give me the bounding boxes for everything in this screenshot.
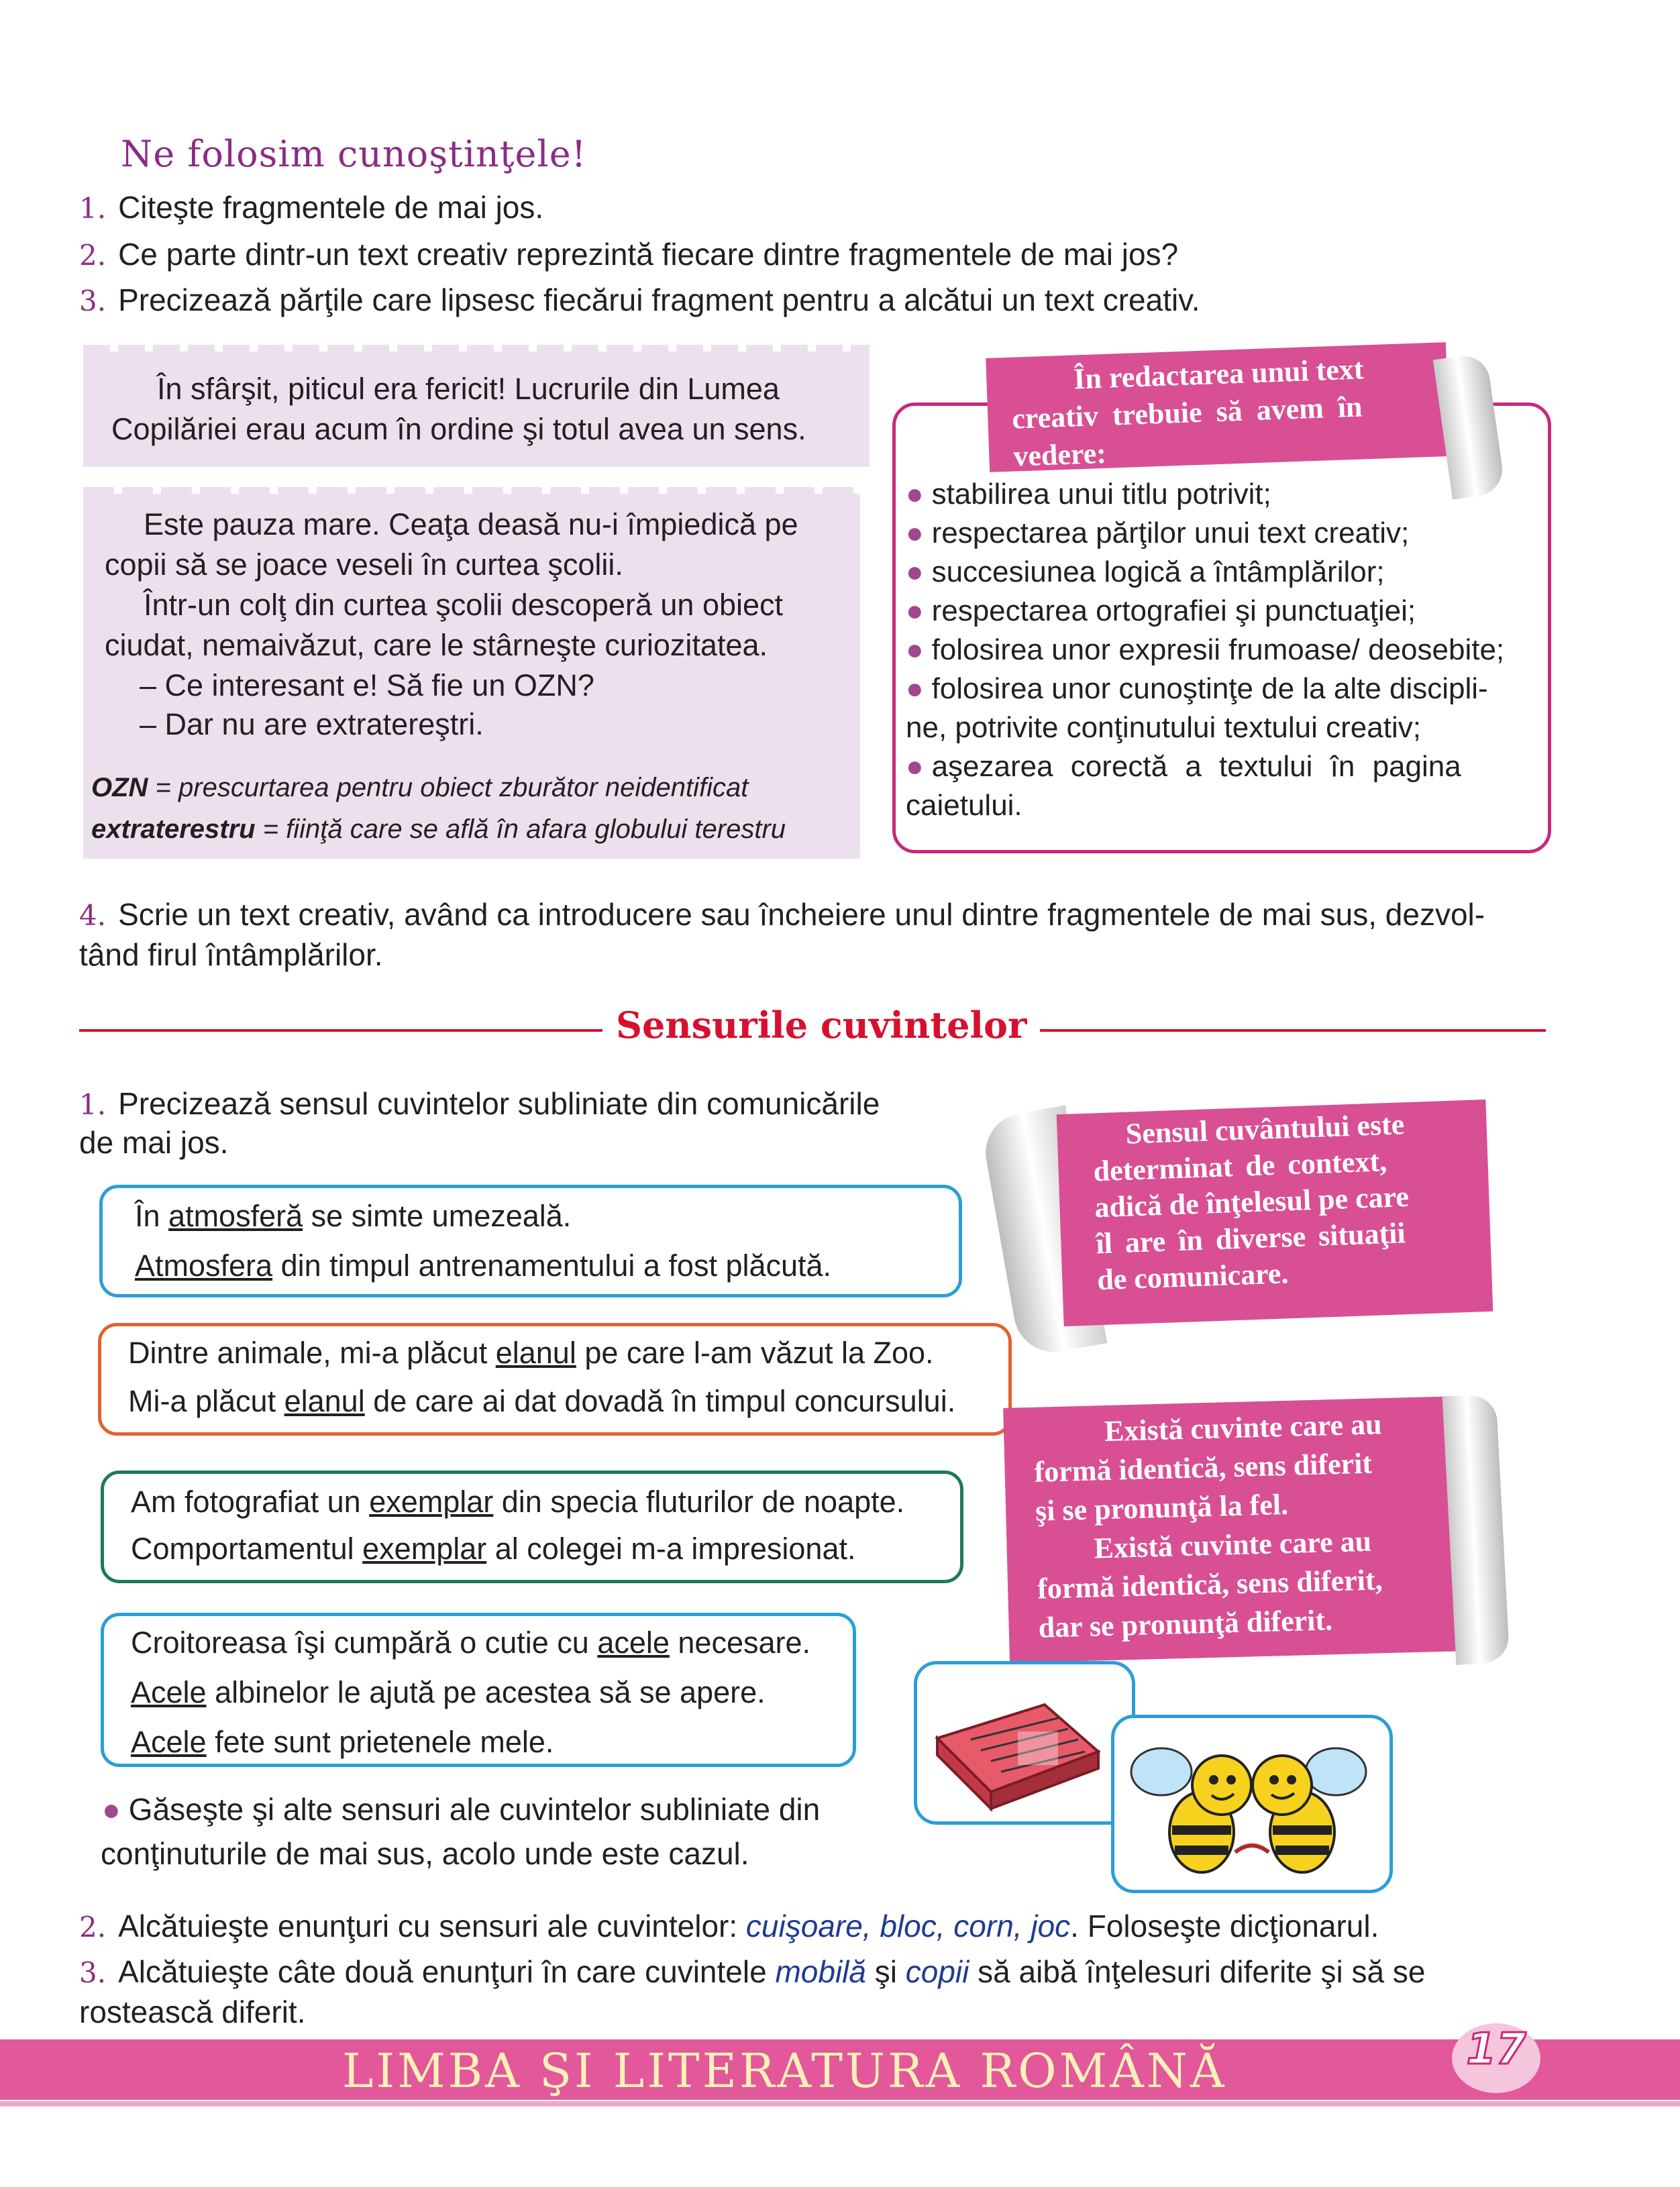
- task-number: 4.: [79, 899, 107, 932]
- bullet-icon: ●: [906, 478, 924, 511]
- underlined-word: Acele: [131, 1725, 207, 1759]
- underlined-word: exemplar: [362, 1532, 487, 1566]
- note-line: formă identică, sens diferit,: [1037, 1563, 1383, 1605]
- fragment-1-box: [83, 349, 870, 467]
- tip-item: ● stabilirea unui titlu potrivit;: [906, 478, 1271, 511]
- needle-box-image: [914, 1661, 1135, 1825]
- tip-item: ● succesiunea logică a întâmplărilor;: [906, 555, 1385, 588]
- note-line: şi se pronunţă la fel.: [1035, 1487, 1289, 1528]
- underlined-word: atmosferă: [168, 1199, 303, 1233]
- task-s2-3-line-2: rostească diferit.: [79, 1994, 306, 2029]
- tips-heading-line: creativ trebuie să avem în: [1011, 390, 1363, 435]
- example-sentence: Mi-a plăcut elanul de care ai dat dovadă în timpul concursului.: [128, 1384, 956, 1418]
- bees-image: [1111, 1715, 1393, 1893]
- needle-box-icon: [917, 1664, 1132, 1821]
- underlined-word: Acele: [131, 1675, 207, 1709]
- note-line: determinat de context,: [1092, 1144, 1387, 1188]
- glossary-extraterestru: [91, 809, 786, 849]
- tips-heading-line: vedere:: [1012, 436, 1107, 473]
- bullet-icon: ●: [906, 750, 924, 783]
- section-title-sensuri: Sensurile cuvintelor: [602, 1004, 1040, 1047]
- bullet-icon: ●: [906, 517, 924, 549]
- task-text: Citeşte fragmentele de mai jos.: [118, 190, 544, 225]
- underlined-word: elanul: [284, 1384, 365, 1418]
- note-omonime-box: [1003, 1396, 1466, 1663]
- underlined-word: Atmosfera: [135, 1248, 273, 1283]
- tip-item: ● folosirea unor cunoştinţe de la alte discipli-: [906, 672, 1488, 705]
- task-text: Precizează sensul cuvintelor subliniate din comunicările: [118, 1086, 880, 1121]
- task-text: Precizează părţile care lipsesc fiecărui fragment pentru a alcătui un text creativ.: [118, 282, 1200, 317]
- highlight-word: copii: [905, 1954, 969, 1989]
- highlight-words: cuişoare, bloc, corn, joc: [745, 1909, 1071, 1943]
- task-s2-1-line-2: de mai jos.: [79, 1125, 229, 1160]
- tip-item: ● respectarea ortografiei şi punctuaţiei;: [906, 594, 1416, 627]
- bullet-icon: ●: [906, 594, 924, 627]
- tip-item-continued: ne, potrivite conţinutului textului creativ;: [906, 711, 1421, 744]
- tips-heading-line: În redactarea unui text: [1073, 352, 1365, 396]
- footer-subject: LIMBA ŞI LITERATURA ROMÂNĂ: [342, 2043, 1227, 2098]
- tip-item-continued: caietului.: [906, 789, 1022, 822]
- task-s2-1: [79, 1084, 880, 1124]
- torn-edge: [83, 345, 870, 352]
- note-line: Există cuvinte care au: [1104, 1407, 1383, 1448]
- task-4-line-2: tând firul întâmplărilor.: [79, 937, 383, 972]
- glossary-definition: = fiinţă care se află în afara globului terestru: [255, 814, 786, 844]
- tip-item: ● folosirea unor expresii frumoase/ deosebite;: [906, 633, 1505, 666]
- example-sentence: Atmosfera din timpul antrenamentului a fost plăcută.: [135, 1248, 832, 1283]
- bullet-icon: ●: [906, 633, 924, 666]
- task-text: Scrie un text creativ, având ca introducere sau încheiere unul dintre fragmentele de mai sus, dezvol-: [118, 897, 1485, 932]
- section-title-ne-folosim: Ne folosim cunoştinţele!: [121, 133, 587, 175]
- tip-item: ● respectarea părţilor unui text creativ;: [906, 517, 1410, 549]
- tip-item: ● aşezarea corectă a textului în pagina: [906, 750, 1461, 783]
- word-box-atmosfera: [99, 1185, 962, 1297]
- task-s2-3: 3. Alcătuieşte câte două enunţuri în care cuvintele mobilă şi copii să aibă înţelesuri diferite şi să se: [79, 1954, 1426, 1989]
- task-1: [79, 188, 543, 228]
- note-line: de comunicare.: [1096, 1257, 1290, 1297]
- underlined-word: acele: [597, 1625, 670, 1660]
- fragment-2-box: [83, 491, 860, 859]
- fragment-2-line: copii să se joace veseli în curtea şcolii.: [105, 547, 623, 582]
- dialogue-line: – Dar nu are extratereştri.: [140, 707, 484, 741]
- example-sentence: În atmosferă se simte umezeală.: [135, 1199, 572, 1233]
- task-number: 2.: [79, 239, 107, 272]
- tips-heading-box: [986, 342, 1450, 472]
- bullet-icon: ●: [102, 1792, 121, 1827]
- fragment-1-line-2: Copilăriei erau acum în ordine şi totul avea un sens.: [111, 412, 806, 446]
- example-sentence: Acele fete sunt prietenele mele.: [131, 1725, 554, 1759]
- task-2: [79, 235, 1178, 275]
- underlined-word: exemplar: [369, 1485, 494, 1519]
- find-more-task: ● Găseşte şi alte sensuri ale cuvintelor subliniate din: [102, 1792, 821, 1827]
- word-box-ace: [101, 1613, 856, 1767]
- fragment-2-line: Într-un colţ din curtea şcolii descoperă un obiect: [144, 588, 784, 622]
- note-line: îl are în diverse situaţii: [1095, 1216, 1406, 1261]
- dialogue-line: – Ce interesant e! Să fie un OZN?: [140, 668, 594, 702]
- example-sentence: Comportamentul exemplar al colegei m-a impresionat.: [131, 1532, 856, 1566]
- page-number: 17: [1466, 2025, 1526, 2074]
- task-number: 3.: [79, 1956, 107, 1989]
- glossary-term: extraterestru: [91, 814, 256, 844]
- tips-list: [906, 475, 1536, 825]
- word-box-exemplar: [101, 1471, 963, 1583]
- note-line: Există cuvinte care au: [1094, 1524, 1372, 1565]
- note-line: dar se pronunţă diferit.: [1038, 1603, 1333, 1644]
- example-sentence: Dintre animale, mi-a plăcut elanul pe care l-am văzut la Zoo.: [128, 1336, 934, 1370]
- note-line: Sensul cuvântului este: [1124, 1108, 1405, 1151]
- task-number: 1.: [79, 192, 107, 225]
- note-line: formă identică, sens diferit: [1034, 1446, 1373, 1489]
- task-3: [79, 280, 1200, 321]
- task-number: 3.: [79, 284, 107, 317]
- fragment-1-line-1: În sfârşit, piticul era fericit! Lucrurile din Lumea: [157, 372, 780, 406]
- bullet-icon: ●: [906, 672, 924, 705]
- find-more-task-line-2: conţinuturile de mai sus, acolo unde este cazul.: [101, 1836, 749, 1871]
- fragment-2-line: Este pauza mare. Ceaţa deasă nu-i împiedică pe: [144, 507, 798, 541]
- example-sentence: Acele albinelor le ajută pe acestea să se apere.: [131, 1675, 766, 1709]
- footer-stripe: [0, 2101, 1680, 2106]
- highlight-word: mobilă: [775, 1954, 866, 1989]
- task-text: Ce parte dintr-un text creativ reprezintă fiecare dintre fragmentele de mai jos?: [118, 237, 1179, 272]
- underlined-word: elanul: [495, 1336, 576, 1370]
- task-number: 2.: [79, 1911, 107, 1943]
- word-box-elan: [98, 1323, 1012, 1436]
- glossary-ozn: [91, 767, 748, 808]
- example-sentence: Am fotografiat un exemplar din specia fluturilor de noapte.: [131, 1485, 905, 1519]
- note-line: adică de înţelesul pe care: [1094, 1180, 1410, 1224]
- task-4: [79, 895, 1485, 935]
- glossary-definition: = prescurtarea pentru obiect zburător neidentificat: [148, 773, 749, 802]
- glossary-term: OZN: [91, 773, 148, 802]
- task-s2-2: 2. Alcătuieşte enunţuri cu sensuri ale cuvintelor: cuişoare, bloc, corn, joc. Foloseşte dicţionarul.: [79, 1909, 1379, 1943]
- fragment-2-line: ciudat, nemaivăzut, care le stârneşte curiozitatea.: [105, 628, 768, 662]
- bees-icon: [1114, 1718, 1389, 1890]
- bullet-icon: ●: [906, 555, 924, 588]
- torn-edge: [83, 487, 860, 494]
- task-number: 1.: [79, 1088, 107, 1121]
- note-sens-box: [1057, 1100, 1493, 1326]
- example-sentence: Croitoreasa îşi cumpără o cutie cu acele necesare.: [131, 1625, 811, 1660]
